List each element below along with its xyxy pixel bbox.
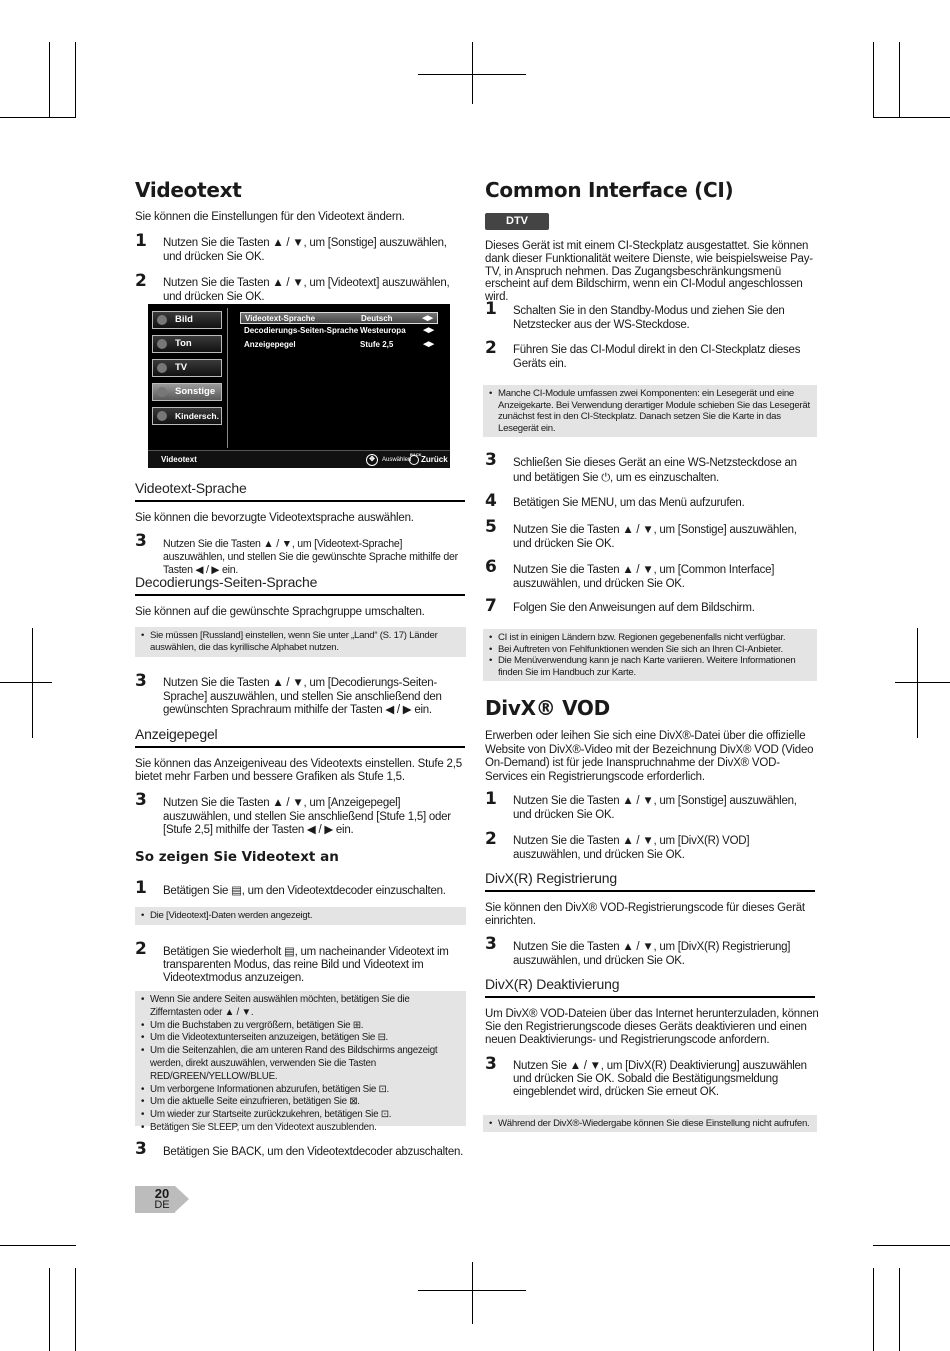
- note-item: • Wenn Sie andere Seiten auswählen möchten, betätigen Sie die Zifferntasten oder ▲ / ▼.: [141, 994, 460, 1020]
- osd-row: [240, 339, 438, 351]
- step-number: 3: [135, 531, 147, 551]
- note-item: • Um die Videotextunterseiten anzuzeigen, betätigen Sie ⊟.: [141, 1032, 460, 1045]
- step-text: Nutzen Sie die Tasten ▲ / ▼, um [Videotext-Sprache] auszuwählen, und stellen Sie die gewünschte Sprache mithilfe der Tasten ◀ / ▶ ein.: [163, 538, 458, 576]
- step-number: 2: [485, 829, 497, 849]
- note-box: [135, 627, 466, 657]
- step-text: Nutzen Sie die Tasten ▲ / ▼, um [DivX(R) Registrierung] auszuwählen, und drücken Sie OK.: [513, 941, 791, 967]
- osd-menu-label: Kindersch.: [175, 411, 219, 421]
- step-text: Betätigen Sie wiederholt ▤, um nacheinander Videotext im transparenten Modus, das reine Bild und Videotext im Videotextmodus anzuzeigen.: [163, 946, 449, 984]
- divx-vod-title: DivX® VOD: [485, 696, 610, 720]
- show-videotext-heading: So zeigen Sie Videotext an: [135, 849, 339, 865]
- page-number: 20: [154, 1186, 170, 1201]
- osd-divider: [227, 308, 228, 448]
- step-text: Schließen Sie dieses Gerät an eine WS-Netzsteckdose an und betätigen Sie ⏻, um es einzuschalten.: [513, 457, 797, 484]
- note-item: • CI ist in einigen Ländern bzw. Regionen gegebenenfalls nicht verfügbar.: [489, 632, 811, 644]
- note-item: • Die [Videotext]-Daten werden angezeigt.: [141, 910, 460, 922]
- step-text: Führen Sie das CI-Modul direkt in den CI-Steckplatz dieses Geräts ein.: [513, 344, 801, 370]
- section-heading-divx-deaktivierung: DivX(R) Deaktivierung: [485, 976, 815, 998]
- step-number: 7: [485, 596, 497, 616]
- osd-menu-kindersch: [152, 407, 222, 425]
- osd-menu-bild: [152, 311, 222, 329]
- osd-menu-ton: [152, 335, 222, 353]
- step-number: 1: [135, 231, 147, 251]
- page-language: DE: [154, 1199, 170, 1211]
- osd-menu-screenshot: [148, 304, 450, 468]
- osd-menu-label: Bild: [175, 314, 193, 325]
- osd-menu-label: TV: [175, 362, 188, 373]
- osd-footer: [148, 450, 450, 468]
- note-box: [483, 1115, 817, 1132]
- note-item: • Um wieder zur Startseite zurückzukehren, betätigen Sie ⊡.: [141, 1109, 460, 1122]
- note-box: [483, 385, 817, 437]
- osd-menu-sonstige: [152, 383, 222, 401]
- note-item: • Um die aktuelle Seite einzufrieren, betätigen Sie ⊠.: [141, 1096, 460, 1109]
- osd-back-button-label: BACK: [410, 452, 422, 457]
- step-number: 3: [485, 1054, 497, 1074]
- step-text: Nutzen Sie die Tasten ▲ / ▼, um [Videotext] auszuwählen, und drücken Sie OK.: [163, 277, 450, 303]
- step-text: Folgen Sie den Anweisungen auf dem Bildschirm.: [513, 602, 755, 614]
- osd-row-value: Westeuropa: [360, 326, 406, 335]
- section-intro: Sie können auf die gewünschte Sprachgruppe umschalten.: [135, 606, 425, 618]
- section-intro: Um DivX® VOD-Dateien über das Internet herunterzuladen, können Sie den Registrierungscode dieses Geräts deaktivieren und einen neuen Deaktivierungs- und Registrierungscode anfordern.: [485, 1008, 819, 1046]
- step-text: Nutzen Sie die Tasten ▲ / ▼, um [Decodierungs-Seiten-Sprache] auszuwählen, und stellen Sie anschließend den gewünschten Sprachraum mithilfe der Tasten ◀ / ▶ ein.: [163, 677, 442, 716]
- section-heading-decodierungs-seiten-sprache: Decodierungs-Seiten-Sprache: [135, 574, 465, 596]
- osd-footer-select: Auswählen: [382, 457, 412, 463]
- step-text: Nutzen Sie ▲ / ▼, um [DivX(R) Deaktivierung] auszuwählen und drücken Sie OK. Sobald die Bestätigungsmeldung eingeblendet wird, drücken Sie erneut OK.: [513, 1060, 807, 1098]
- step-number: 1: [135, 878, 147, 898]
- note-box: [135, 907, 466, 925]
- note-item: • Um die Buchstaben zu vergrößern, betätigen Sie ⊞.: [141, 1020, 460, 1033]
- step-number: 2: [485, 338, 497, 358]
- step-number: 3: [135, 671, 147, 691]
- osd-menu-label: Ton: [175, 338, 192, 349]
- note-item: • Um verborgene Informationen abzurufen, betätigen Sie ⊡.: [141, 1084, 460, 1097]
- step-number: 1: [485, 789, 497, 809]
- common-interface-title: Common Interface (CI): [485, 178, 734, 202]
- step-text: Nutzen Sie die Tasten ▲ / ▼, um [Sonstige] auszuwählen, und drücken Sie OK.: [163, 237, 447, 263]
- videotext-title: Videotext: [135, 178, 242, 202]
- osd-menu-label: Sonstige: [175, 386, 216, 397]
- step-text: Betätigen Sie MENU, um das Menü aufzurufen.: [513, 497, 745, 509]
- note-item: • Während der DivX®-Wiedergabe können Sie diese Einstellung nicht aufrufen.: [489, 1118, 811, 1130]
- note-item: • Sie müssen [Russland] einstellen, wenn Sie unter „Land“ (S. 17) Länder auswählen, die das kyrillische Alphabet nutzen.: [141, 630, 460, 653]
- note-item: • Manche CI-Module umfassen zwei Komponenten: ein Lesegerät und eine Anzeigekarte. Bei Verwendung derartiger Module schieben Sie das Lesegerät zunächst fest in den CI-Steckplatz. Danach setzen Sie die Karte in das Lesegerät ein.: [489, 388, 811, 434]
- step-number: 2: [135, 271, 147, 291]
- section-intro: Sie können die bevorzugte Videotextsprache auswählen.: [135, 512, 414, 524]
- step-text: Betätigen Sie BACK, um den Videotextdecoder abzuschalten.: [163, 1146, 464, 1158]
- osd-row-key: Anzeigepegel: [244, 340, 296, 349]
- step-text: Schalten Sie in den Standby-Modus und ziehen Sie den Netzstecker aus der WS-Steckdose.: [513, 305, 785, 331]
- step-text: Betätigen Sie ▤, um den Videotextdecoder einzuschalten.: [163, 885, 446, 897]
- note-item: • Die Menüverwendung kann je nach Karte variieren. Weitere Informationen finden Sie im Handbuch zur Karte.: [489, 655, 811, 678]
- other-icon: [157, 387, 167, 397]
- step-text: Nutzen Sie die Tasten ▲ / ▼, um [Anzeigepegel] auszuwählen, und stellen Sie anschließend [Stufe 1,5] oder [Stufe 2,5] mithilfe der Tasten ◀ / ▶ ein.: [163, 797, 451, 836]
- step-text: Nutzen Sie die Tasten ▲ / ▼, um [Sonstige] auszuwählen, und drücken Sie OK.: [513, 524, 797, 550]
- left-right-arrows-icon: ◀▶: [422, 315, 433, 322]
- osd-row-value: Stufe 2,5: [360, 340, 394, 349]
- step-number: 5: [485, 517, 497, 537]
- picture-icon: [157, 315, 167, 325]
- left-right-arrows-icon: ◀▶: [423, 327, 434, 334]
- section-intro: Sie können das Anzeigeniveau des Videotexts einstellen. Stufe 2,5 bietet mehr Farben und bessere Grafiken als Stufe 1,5.: [135, 758, 462, 783]
- step-number: 2: [135, 939, 147, 959]
- step-number: 3: [485, 934, 497, 954]
- videotext-intro: Sie können die Einstellungen für den Videotext ändern.: [135, 211, 405, 223]
- step-number: 3: [485, 450, 497, 470]
- osd-row-key: Videotext-Sprache: [245, 314, 316, 323]
- ci-intro: Dieses Gerät ist mit einem CI-Steckplatz ausgestattet. Sie können dank dieser Funktionalität weitere Dienste, wie beispielsweise Pay-TV, in Anspruch nehmen. Das Zugangsbeschränkungsmenü erscheint auf dem Bildschirm, wenn ein CI-Modul angeschlossen wird.: [485, 240, 813, 304]
- divx-intro: Erwerben oder leihen Sie sich eine DivX®-Datei über die offizielle Website von DivX®-Video mit der Bezeichnung DivX® VOD (Video On-Demand) ist für jede Inanspruchnahme der DivX® VOD-Services ein Registrierungscode erforderlich.: [485, 730, 814, 783]
- note-box: [483, 629, 817, 681]
- osd-menu-tv: [152, 359, 222, 377]
- section-heading-anzeigepegel: Anzeigepegel: [135, 726, 465, 748]
- step-number: 3: [135, 1139, 147, 1159]
- step-number: 6: [485, 557, 497, 577]
- note-item: • Bei Auftreten von Fehlfunktionen wenden Sie sich an Ihren CI-Anbieter.: [489, 644, 811, 656]
- osd-row-value: Deutsch: [361, 314, 393, 323]
- note-box: [135, 991, 466, 1133]
- left-right-arrows-icon: ◀▶: [423, 341, 434, 348]
- step-text: Nutzen Sie die Tasten ▲ / ▼, um [DivX(R) VOD] auszuwählen, und drücken Sie OK.: [513, 835, 750, 861]
- step-number: 4: [485, 491, 497, 511]
- lock-icon: [157, 411, 167, 421]
- osd-row-key: Decodierungs-Seiten-Sprache: [244, 326, 359, 335]
- osd-row: [240, 325, 438, 337]
- dtv-badge: DTV: [485, 213, 549, 230]
- tv-icon: [157, 363, 167, 373]
- step-text: Nutzen Sie die Tasten ▲ / ▼, um [Common Interface] auszuwählen, und drücken Sie OK.: [513, 564, 775, 590]
- dpad-icon: ✥: [366, 454, 378, 466]
- section-intro: Sie können den DivX® VOD-Registrierungscode für dieses Gerät einrichten.: [485, 902, 805, 927]
- page-number-badge: [135, 1186, 175, 1213]
- osd-sidebar: [148, 304, 228, 448]
- section-heading-videotext-sprache: Videotext-Sprache: [135, 480, 465, 502]
- step-number: 1: [485, 299, 497, 319]
- back-button-icon: [409, 455, 419, 465]
- note-item: • Um die Seitenzahlen, die am unteren Rand des Bildschirms angezeigt werden, direkt auszuwählen, verwenden Sie die Tasten RED/GREEN/YELLOW/BLUE.: [141, 1045, 460, 1083]
- osd-footer-title: Videotext: [161, 455, 197, 464]
- note-item: • Betätigen Sie SLEEP, um den Videotext auszublenden.: [141, 1122, 460, 1135]
- step-number: 3: [135, 790, 147, 810]
- section-heading-divx-registrierung: DivX(R) Registrierung: [485, 870, 815, 892]
- sound-icon: [157, 339, 167, 349]
- osd-footer-back: Zurück: [421, 455, 448, 464]
- step-text: Nutzen Sie die Tasten ▲ / ▼, um [Sonstige] auszuwählen, und drücken Sie OK.: [513, 795, 797, 821]
- osd-row: [240, 312, 438, 324]
